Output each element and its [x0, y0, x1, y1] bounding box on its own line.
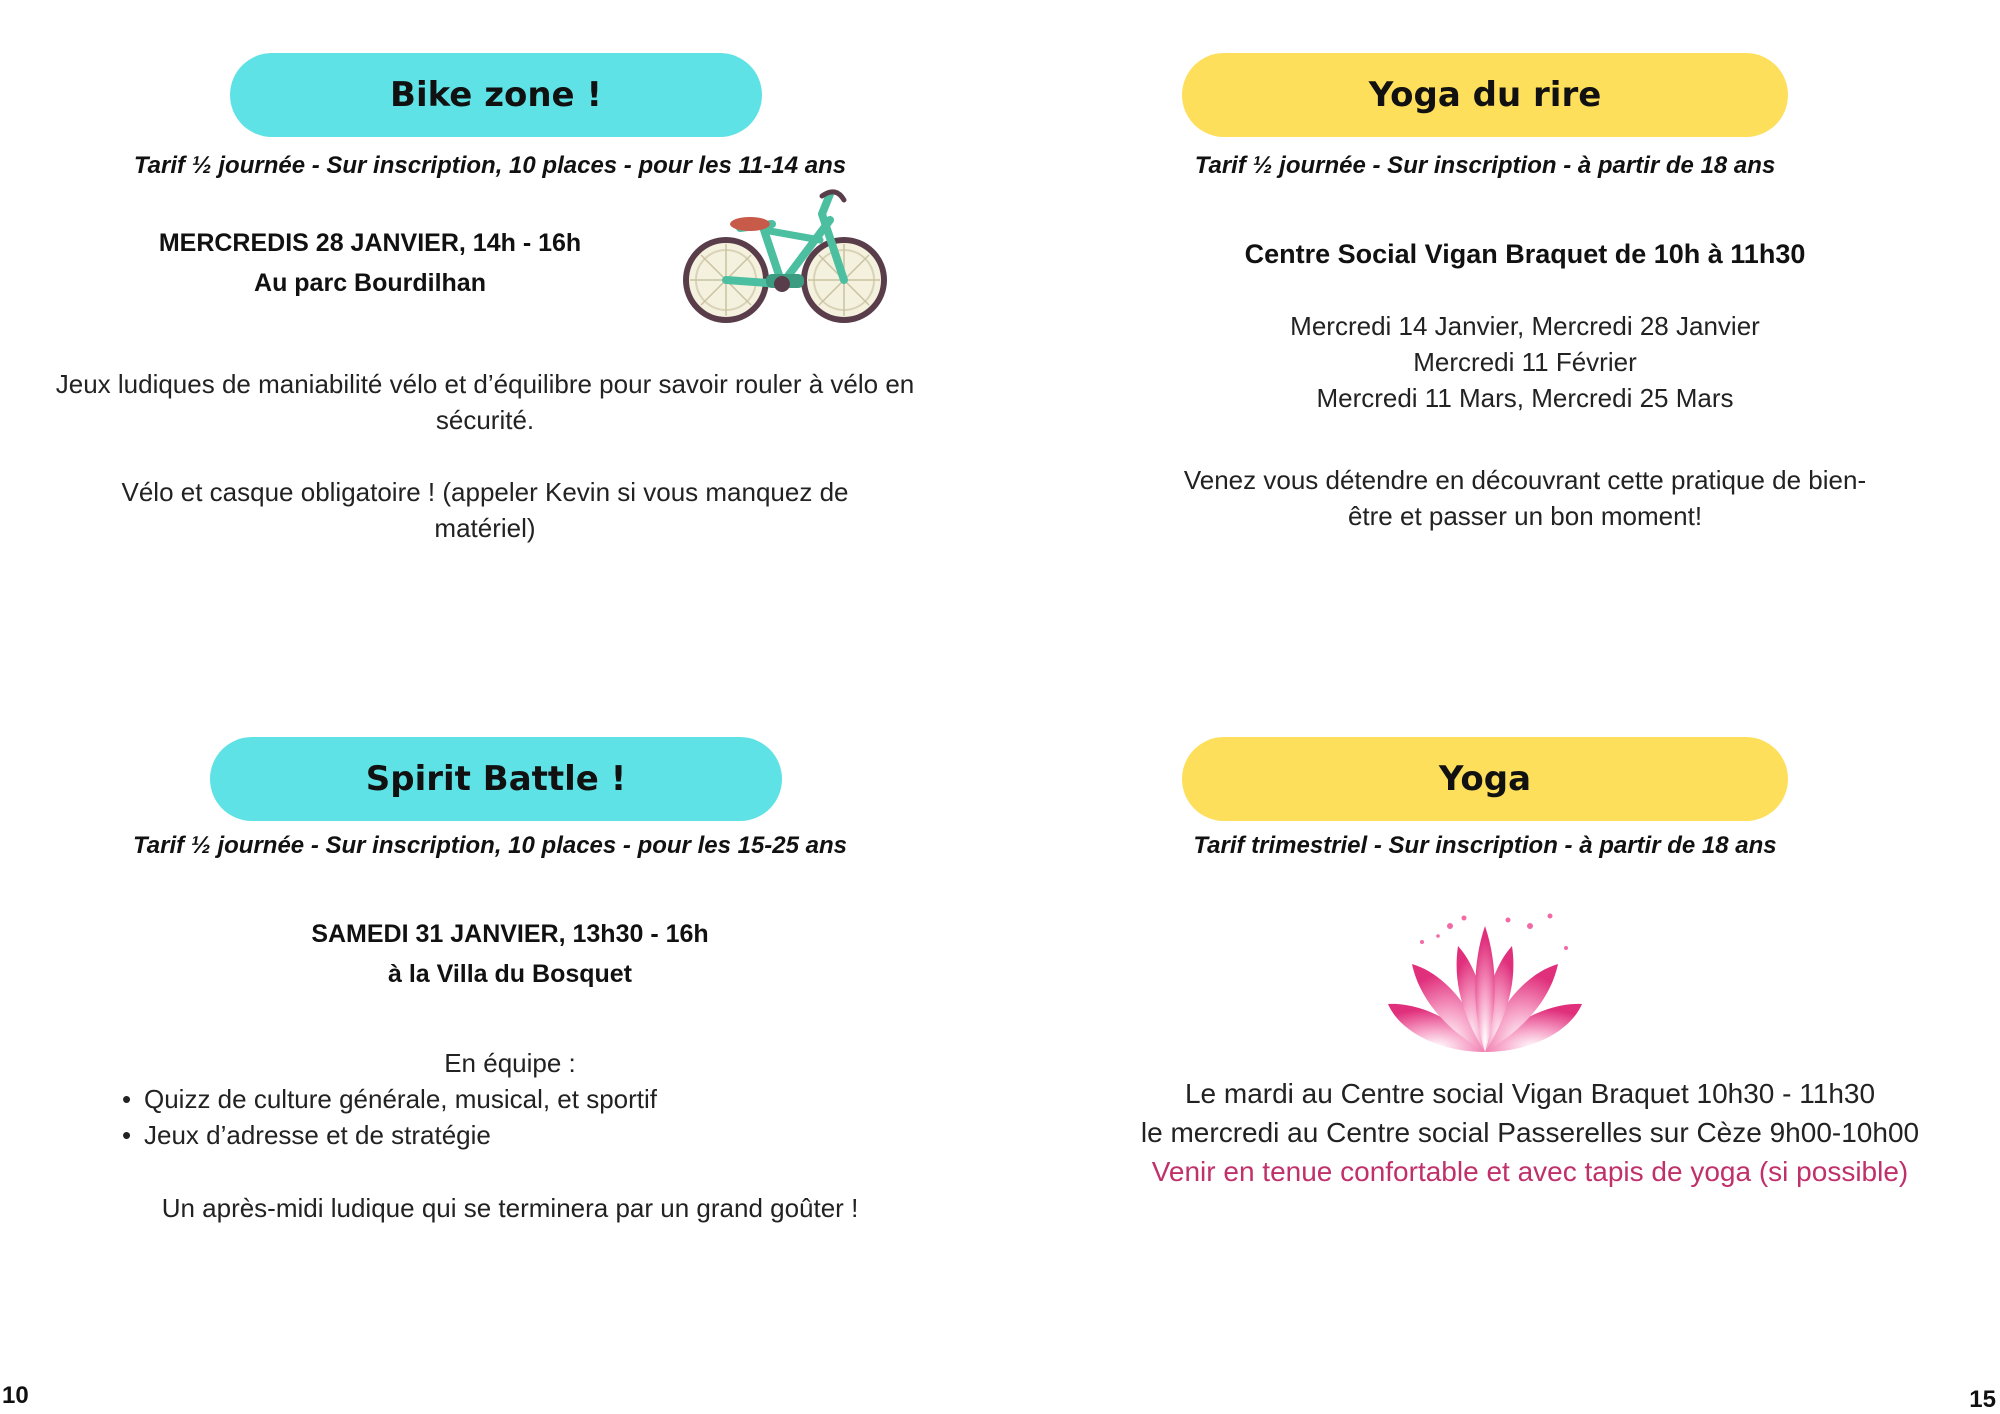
- list-item: • Quizz de culture générale, musical, et sportif: [122, 1081, 922, 1117]
- spirit-battle-outro: Un après-midi ludique qui se terminera par un grand goûter !: [161, 1193, 859, 1223]
- yoga-tarif: Tarif trimestriel - Sur inscription - à partir de 18 ans: [1193, 832, 1777, 859]
- spirit-battle-tarif: Tarif ½ journée - Sur inscription, 10 places - pour les 15-25 ans: [133, 832, 847, 859]
- yoga-schedule: [1090, 1074, 1970, 1191]
- bike-zone-date: MERCREDIS 28 JANVIER, 14h - 16h: [158, 229, 582, 257]
- list-item: • Jeux d’adresse et de stratégie: [122, 1117, 922, 1153]
- yoga-title: Yoga: [1182, 737, 1788, 821]
- bike-zone-tarif: Tarif ½ journée - Sur inscription, 10 places - pour les 11-14 ans: [133, 152, 847, 179]
- bike-zone-place: Au parc Bourdilhan: [254, 269, 486, 297]
- schedule-line: Le mardi au Centre social Vigan Braquet 10h30 - 11h30: [1184, 1078, 1876, 1109]
- lotus-icon: [1380, 912, 1590, 1060]
- bike-zone-title: Bike zone !: [230, 53, 762, 137]
- yoga-du-rire-place: Centre Social Vigan Braquet de 10h à 11h30: [1244, 239, 1806, 269]
- yoga-du-rire-tarif: Tarif ½ journée - Sur inscription - à partir de 18 ans: [1194, 152, 1776, 179]
- bike-zone-requirements: Vélo et casque obligatoire ! (appeler Kevin si vous manquez de matériel): [121, 477, 849, 543]
- page-number-right: 15: [1969, 1386, 1996, 1413]
- date-line: Mercredi 11 Mars, Mercredi 25 Mars: [1316, 383, 1734, 413]
- spirit-battle-place: à la Villa du Bosquet: [387, 960, 633, 988]
- yoga-du-rire-title: Yoga du rire: [1182, 53, 1788, 137]
- spirit-battle-title: Spirit Battle !: [210, 737, 782, 821]
- yoga-note: Venir en tenue confortable et avec tapis de yoga (si possible): [1151, 1156, 1909, 1187]
- date-line: Mercredi 14 Janvier, Mercredi 28 Janvier: [1290, 311, 1760, 341]
- spirit-battle-date: SAMEDI 31 JANVIER, 13h30 - 16h: [311, 920, 709, 948]
- bike-zone-description: Jeux ludiques de maniabilité vélo et d’équilibre pour savoir rouler à vélo en sécurité.: [55, 369, 915, 435]
- spirit-battle-bullets: [122, 1081, 922, 1153]
- schedule-line: le mercredi au Centre social Passerelles sur Cèze 9h00-10h00: [1140, 1117, 1920, 1148]
- yoga-du-rire-dates: [1130, 308, 1920, 416]
- yoga-du-rire-description: Venez vous détendre en découvrant cette pratique de bien-être et passer un bon moment!: [1183, 465, 1867, 531]
- date-line: Mercredi 11 Février: [1413, 347, 1637, 377]
- page-number-left: 10: [2, 1382, 29, 1409]
- bicycle-icon: [680, 188, 890, 328]
- spirit-battle-intro: En équipe :: [444, 1048, 576, 1078]
